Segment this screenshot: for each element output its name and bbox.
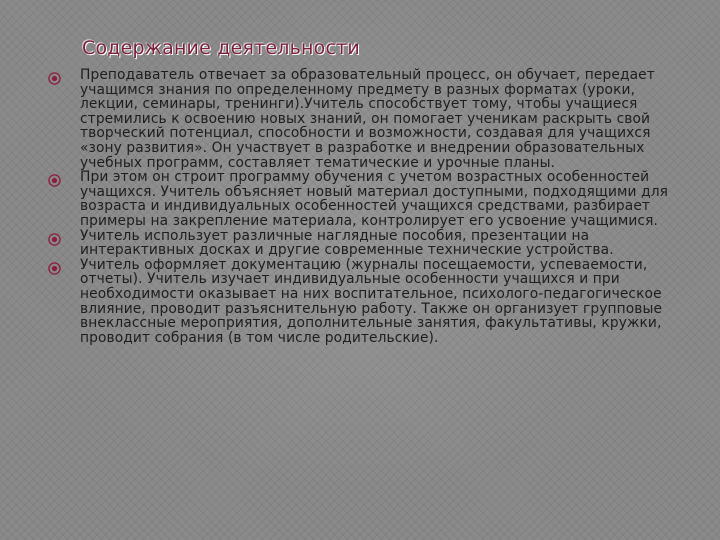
list-item <box>48 170 688 228</box>
list-item-text: Преподаватель отвечает за образовательный процесс, он обучает, передает учащимся знания по определенному предмету в разных форматах (уроки, лекции, семинары, тренинги).Учитель способствует тому, чтобы учащиеся стремились к освоению новых знаний, он помогает ученикам раскрыть свой творческий потенциал, способности и возможности, создавая для учащихся «зону развития». Он участвует в разработке и внедрении образовательных учебных программ, составляет тематические и урочные планы. <box>80 67 655 171</box>
list-item <box>48 258 688 346</box>
target-bullet-icon <box>48 233 61 246</box>
list-item <box>48 229 688 258</box>
target-bullet-icon <box>48 72 61 85</box>
target-bullet-icon <box>48 174 61 187</box>
list-item <box>48 68 688 170</box>
list-item-text: Учитель использует различные наглядные пособия, презентации на интерактивных досках и другие современные технические устройства. <box>80 227 614 259</box>
slide-title: Содержание деятельности <box>82 37 360 59</box>
bullet-list <box>48 68 688 345</box>
list-item-text: Учитель оформляет документацию (журналы посещаемости, успеваемости, отчеты). Учитель изучает индивидуальные особенности учащихся и при необходимости оказывает на них воспитательное, психолого-педагогическое влияние, проводит разъяснительную работу. Также он организует групповые внеклассные мероприятия, дополнительные занятия, факультативы, кружки, проводит собрания (в том числе родительские). <box>80 256 663 346</box>
list-item-text: При этом он строит программу обучения с учетом возрастных особенностей учащихся. Учитель объясняет новый материал доступными, подходящими для возраста и индивидуальных особенностей учащихся средствами, разбирает примеры на закрепление материала, контролирует его усвоение учащимися. <box>80 169 669 229</box>
target-bullet-icon <box>48 262 61 275</box>
